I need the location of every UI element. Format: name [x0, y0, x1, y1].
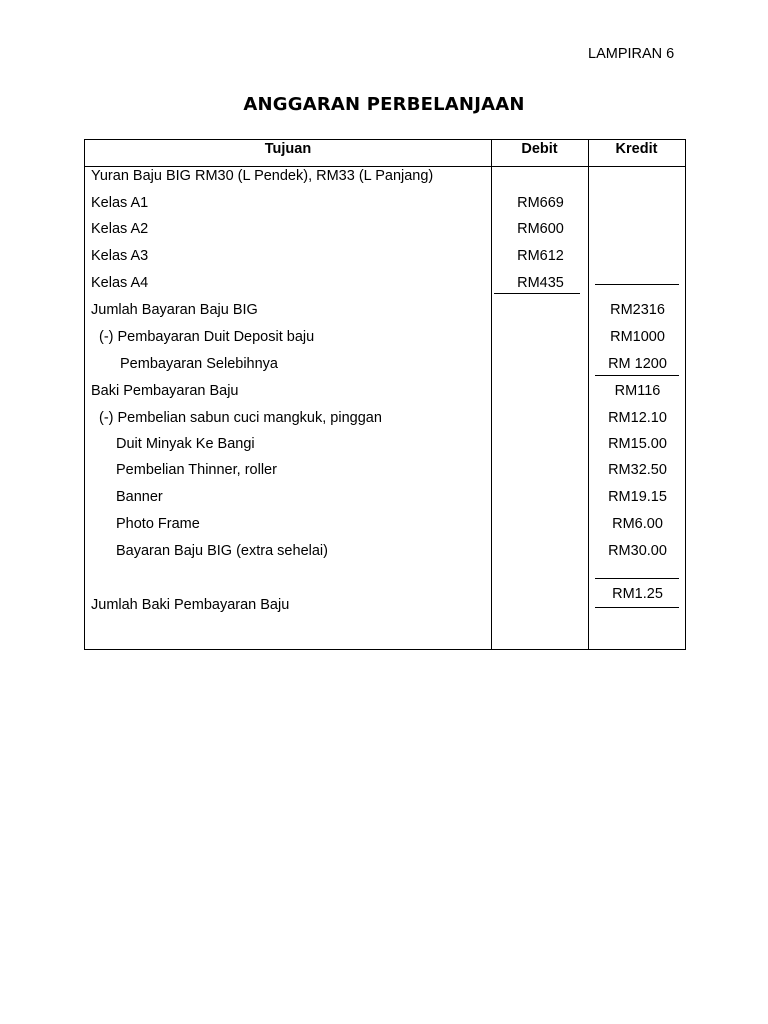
row-desc: Banner	[116, 489, 163, 505]
kredit-final-overline	[595, 578, 679, 579]
row-debit: RM669	[517, 195, 564, 211]
kredit-total-overline	[595, 284, 679, 285]
row-desc: Photo Frame	[116, 516, 200, 532]
row-desc: Kelas A1	[91, 195, 149, 211]
header-debit: Debit	[521, 141, 558, 157]
row-kredit: RM1000	[610, 329, 665, 345]
row-debit: RM612	[517, 248, 564, 264]
row-desc: Kelas A4	[91, 275, 149, 291]
header-kredit: Kredit	[615, 141, 658, 157]
row-kredit: RM12.10	[608, 410, 667, 426]
row-desc: Pembelian Thinner, roller	[116, 462, 277, 478]
budget-table	[84, 139, 686, 650]
row-desc: Jumlah Baki Pembayaran Baju	[91, 597, 290, 613]
row-debit: RM435	[517, 275, 564, 291]
header-divider	[85, 166, 685, 167]
row-desc: Bayaran Baju BIG (extra sehelai)	[116, 543, 328, 559]
row-desc: Jumlah Bayaran Baju BIG	[91, 302, 258, 318]
kredit-subtotal-underline	[595, 375, 679, 376]
kredit-final-underline	[595, 607, 679, 608]
row-desc: (-) Pembelian sabun cuci mangkuk, pinggan	[99, 410, 382, 426]
row-desc: Kelas A2	[91, 221, 149, 237]
row-desc: Duit Minyak Ke Bangi	[116, 436, 255, 452]
row-desc: Kelas A3	[91, 248, 149, 264]
debit-total-underline	[494, 293, 580, 294]
row-kredit: RM19.15	[608, 489, 667, 505]
row-kredit: RM1.25	[612, 586, 663, 602]
row-desc: Pembayaran Selebihnya	[120, 356, 278, 372]
header-tujuan: Tujuan	[264, 141, 312, 157]
row-kredit: RM6.00	[612, 516, 663, 532]
row-kredit: RM15.00	[608, 436, 667, 452]
row-kredit: RM32.50	[608, 462, 667, 478]
row-desc: Baki Pembayaran Baju	[91, 383, 239, 399]
column-divider-debit	[491, 140, 492, 649]
column-divider-kredit	[588, 140, 589, 649]
appendix-label: LAMPIRAN 6	[588, 46, 675, 62]
row-desc: (-) Pembayaran Duit Deposit baju	[99, 329, 315, 345]
row-kredit: RM116	[614, 383, 661, 399]
row-kredit: RM2316	[610, 302, 665, 318]
page-title: ANGGARAN PERBELANJAAN	[243, 94, 525, 115]
row-debit: RM600	[517, 221, 564, 237]
row-desc: Yuran Baju BIG RM30 (L Pendek), RM33 (L Panjang)	[91, 168, 434, 184]
row-kredit: RM 1200	[608, 356, 667, 372]
row-kredit: RM30.00	[608, 543, 667, 559]
